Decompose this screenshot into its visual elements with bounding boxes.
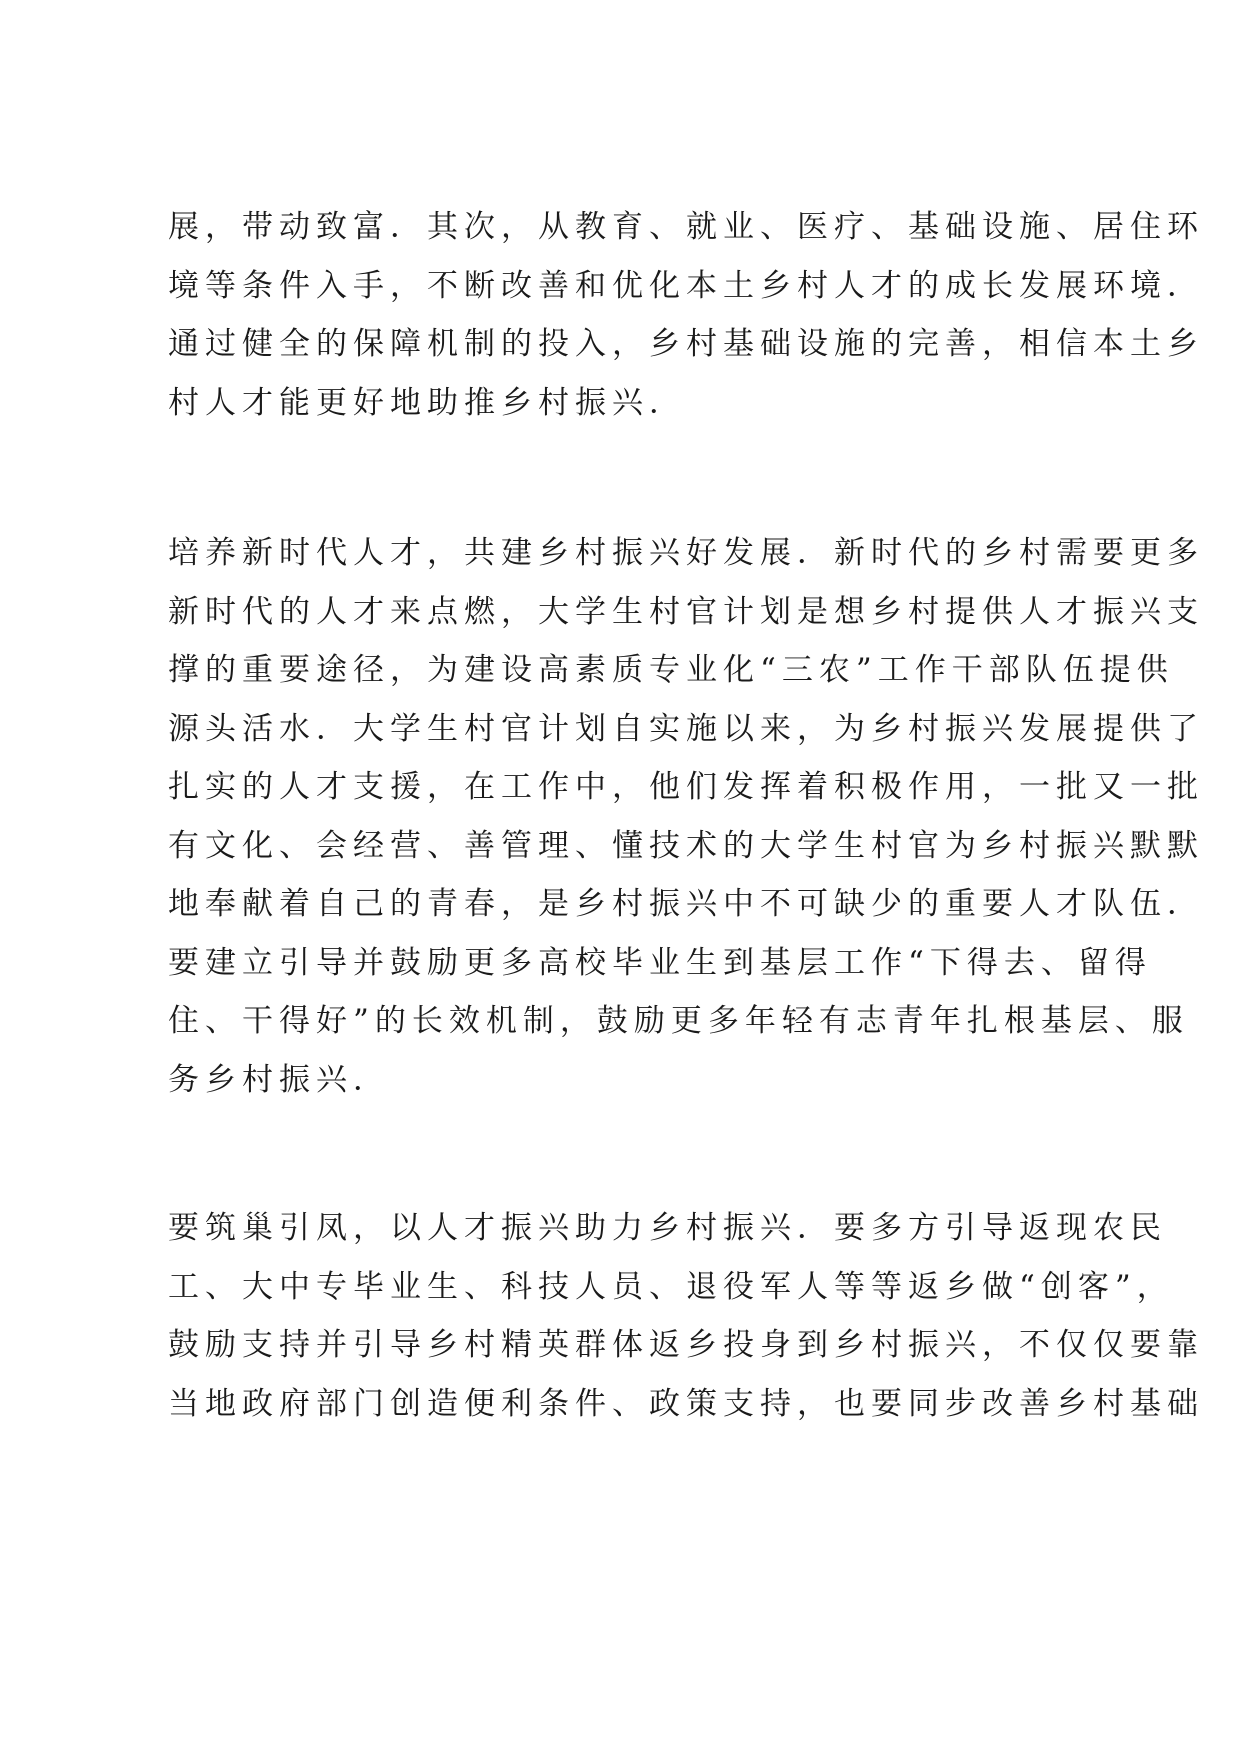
paragraph-spacer xyxy=(168,432,1098,524)
text-line: 撑的重要途径，为建设高素质专业化“三农”工作干部队伍提供 xyxy=(168,652,1174,688)
paragraph-spacer xyxy=(168,1109,1098,1199)
text-line: 村人才能更好地助推乡村振兴． xyxy=(168,384,686,421)
document-body xyxy=(168,198,1204,1433)
text-line: 住、干得好”的长效机制，鼓励更多年轻有志青年扎根基层、服 xyxy=(168,1003,1189,1039)
text-line: 境等条件入手，不断改善和优化本土乡村人才的成长发展环境． xyxy=(168,267,1204,304)
text-line: 培养新时代人才，共建乡村振兴好发展．新时代的乡村需要更多 xyxy=(168,535,1204,571)
text-line: 新时代的人才来点燃，大学生村官计划是想乡村提供人才振兴支 xyxy=(168,593,1204,630)
text-line: 工、大中专毕业生、科技人员、退役军人等等返乡做“创客”， xyxy=(168,1268,1174,1305)
text-line: 要建立引导并鼓励更多高校毕业生到基层工作“下得去、留得 xyxy=(168,944,1152,981)
paragraph-3 xyxy=(168,1199,1204,1433)
text-line: 通过健全的保障机制的投入，乡村基础设施的完善，相信本土乡 xyxy=(168,326,1204,362)
text-line: 要筑巢引凤，以人才振兴助力乡村振兴．要多方引导返现农民 xyxy=(168,1210,1167,1246)
text-line: 有文化、会经营、善管理、懂技术的大学生村官为乡村振兴默默 xyxy=(168,827,1204,864)
text-line: 地奉献着自己的青春，是乡村振兴中不可缺少的重要人才队伍． xyxy=(168,886,1204,922)
text-line: 源头活水．大学生村官计划自实施以来，为乡村振兴发展提供了 xyxy=(168,710,1204,747)
paragraph-2 xyxy=(168,524,1204,1109)
text-line: 当地政府部门创造便利条件、政策支持，也要同步改善乡村基础 xyxy=(168,1385,1204,1422)
text-line: 务乡村振兴． xyxy=(168,1061,390,1098)
text-line: 鼓励支持并引导乡村精英群体返乡投身到乡村振兴，不仅仅要靠 xyxy=(168,1327,1204,1363)
text-line: 扎实的人才支援，在工作中，他们发挥着积极作用，一批又一批 xyxy=(168,769,1204,805)
paragraph-1 xyxy=(168,198,1204,432)
text-line: 展，带动致富．其次，从教育、就业、医疗、基础设施、居住环 xyxy=(168,209,1204,245)
